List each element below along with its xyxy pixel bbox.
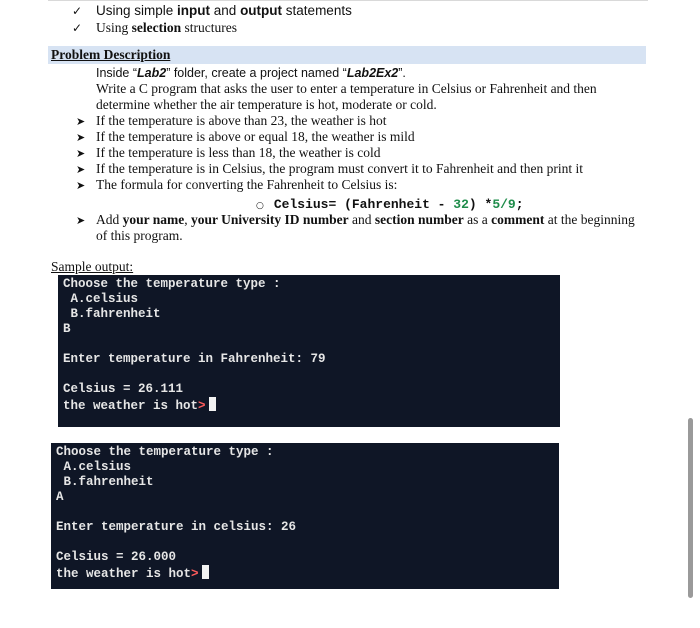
description-line: Write a C program that asks the user to enter a temperature in Celsius or Fahrenheit and then <box>96 81 597 96</box>
console-line: A.celsius <box>56 460 132 474</box>
arrow-bullet-icon: ➤ <box>76 115 86 128</box>
console-output-2 <box>51 443 559 589</box>
rule-item <box>76 145 646 162</box>
section-heading-bar <box>48 46 646 64</box>
intro-text: ” folder, create a project named “ <box>166 66 347 80</box>
rule-text: If the temperature is above or equal 18, the weather is mild <box>96 129 415 144</box>
console-line: Choose the temperature type : <box>63 277 281 291</box>
formula-text: Celsius= (Fahrenheit - <box>273 197 454 212</box>
console-line: the weather is hot <box>56 567 192 581</box>
rule-bold: section number <box>374 212 464 227</box>
scrollbar-thumb[interactable] <box>688 418 693 598</box>
console-line: B.fahrenheit <box>56 475 154 489</box>
objective-text: statements <box>282 3 352 18</box>
sample-output-label: Sample output: <box>51 259 134 274</box>
rule-text: The formula for converting the Fahrenheit to Celsius is: <box>96 177 398 192</box>
objective-item <box>72 2 352 20</box>
description-line: determine whether the air temperature is hot, moderate or cold. <box>96 97 437 112</box>
section-heading: Problem Description <box>51 47 171 62</box>
arrow-bullet-icon: ➤ <box>76 147 86 160</box>
formula-text: ) * <box>468 197 493 212</box>
rule-text: at the beginning <box>544 212 635 227</box>
intro-line <box>96 65 646 81</box>
rule-bold: comment <box>491 212 545 227</box>
console-last-line <box>56 565 209 582</box>
console-line: B <box>63 322 71 336</box>
console-line: Celsius = 26.111 <box>63 382 184 396</box>
console-line: Enter temperature in Fahrenheit: 79 <box>63 352 326 366</box>
rule-item <box>76 113 646 130</box>
terminal-cursor-icon <box>209 397 216 411</box>
console-line: B.fahrenheit <box>63 307 161 321</box>
intro-text: ”. <box>398 66 406 80</box>
rule-item <box>76 177 646 194</box>
objective-text: and <box>210 3 241 18</box>
console-line: Choose the temperature type : <box>56 445 274 459</box>
console-line: Celsius = 26.000 <box>56 550 177 564</box>
checkmark-icon: ✓ <box>72 4 83 18</box>
console-line: A <box>56 490 64 504</box>
rule-bold: your University ID number <box>191 212 349 227</box>
formula-code <box>274 197 524 212</box>
rule-item <box>76 212 646 229</box>
page-top-border <box>48 0 648 1</box>
rule-continuation: of this program. <box>96 228 183 243</box>
rule-bold: your name <box>122 212 185 227</box>
rule-text: , <box>184 212 192 227</box>
formula-text: ; <box>515 197 524 212</box>
arrow-bullet-icon: ➤ <box>76 214 86 227</box>
objective-bold: selection <box>131 20 182 35</box>
objective-bold: output <box>240 3 283 18</box>
prompt-arrow-icon: > <box>198 399 206 413</box>
objective-bold: input <box>177 3 211 18</box>
objective-text: Using <box>96 20 132 35</box>
arrow-bullet-icon: ➤ <box>76 131 86 144</box>
arrow-bullet-icon: ➤ <box>76 163 86 176</box>
rule-item <box>76 129 646 146</box>
rule-text: If the temperature is less than 18, the weather is cold <box>96 145 381 160</box>
console-line: A.celsius <box>63 292 139 306</box>
formula-number: 32 <box>453 197 469 212</box>
objective-text: Using simple <box>96 3 178 18</box>
rule-text: If the temperature is above than 23, the weather is hot <box>96 113 387 128</box>
checkmark-icon: ✓ <box>72 21 83 35</box>
objective-text: structures <box>181 20 237 35</box>
objective-item <box>72 19 237 37</box>
circle-bullet-icon: ○ <box>256 201 264 211</box>
formula-number: 5/9 <box>492 197 516 212</box>
intro-text: Inside “ <box>96 66 137 80</box>
rule-text: as a <box>463 212 492 227</box>
folder-name: Lab2 <box>137 66 167 80</box>
project-name: Lab2Ex2 <box>346 66 399 80</box>
console-output-1 <box>58 275 560 427</box>
rule-text: If the temperature is in Celsius, the program must convert it to Fahrenheit and then print it <box>96 161 584 176</box>
console-line: the weather is hot <box>63 399 199 413</box>
rule-item <box>76 161 646 178</box>
console-line: Enter temperature in celsius: 26 <box>56 520 297 534</box>
prompt-arrow-icon: > <box>191 567 199 581</box>
terminal-cursor-icon <box>202 565 209 579</box>
console-last-line <box>63 397 216 414</box>
arrow-bullet-icon: ➤ <box>76 179 86 192</box>
rule-text: and <box>348 212 375 227</box>
rule-text: Add <box>96 212 123 227</box>
